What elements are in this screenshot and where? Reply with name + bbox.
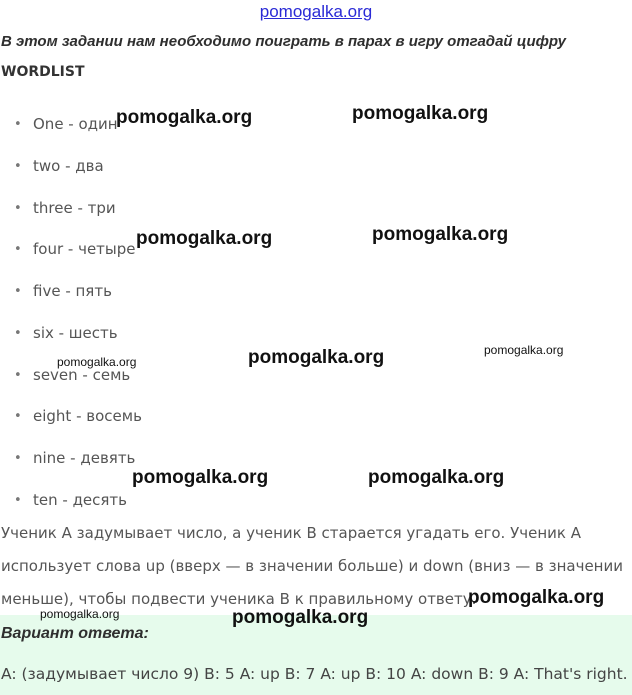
watermark: pomogalka.org — [232, 607, 369, 628]
watermark: pomogalka.org — [248, 347, 385, 368]
answer-text: A: (задумывает число 9) B: 5 A: up B: 7 A: up B: 10 A: down B: 9 A: That's right. — [1, 665, 628, 683]
list-item — [0, 188, 142, 230]
bullet-icon: • — [14, 200, 22, 216]
list-item — [0, 480, 142, 522]
bullet-icon: • — [14, 409, 22, 425]
word-pair: eight - восемь — [33, 407, 142, 426]
word-pair: seven - семь — [33, 365, 131, 384]
watermark: pomogalka.org — [40, 607, 120, 621]
word-pair: six - шесть — [33, 323, 118, 342]
list-item — [0, 313, 142, 355]
watermark: pomogalka.org — [132, 467, 269, 488]
list-item — [0, 229, 142, 271]
list-item — [0, 271, 142, 313]
answer-title: Вариант ответа: — [1, 625, 149, 642]
watermark: pomogalka.org — [57, 355, 137, 369]
paragraph-line: использует слова up (вверх — в значении больше) и down (вниз — в значении — [1, 557, 623, 575]
wordlist-title: WORDLIST — [1, 64, 85, 80]
bullet-icon: • — [14, 367, 22, 383]
task-intro: В этом задании нам необходимо поиграть в парах в игру отгадай цифру — [1, 33, 566, 50]
watermark: pomogalka.org — [372, 224, 509, 245]
word-list — [0, 104, 142, 522]
list-item — [0, 396, 142, 438]
paragraph-line: меньше), чтобы подвести ученика B к правильному ответу. — [1, 590, 477, 608]
word-pair: three - три — [33, 198, 116, 217]
word-pair: five - пять — [33, 282, 112, 300]
bullet-icon: • — [14, 242, 22, 258]
watermark: pomogalka.org — [484, 343, 564, 357]
paragraph-line: Ученик A задумывает число, а ученик B старается угадать его. Ученик A — [1, 524, 581, 542]
word-pair: two - два — [33, 156, 104, 175]
watermark: pomogalka.org — [368, 467, 505, 488]
word-pair: One - один — [33, 115, 118, 133]
watermark: pomogalka.org — [116, 107, 253, 128]
bullet-icon: • — [14, 492, 22, 508]
site-watermark-top: pomogalka.org — [259, 2, 373, 21]
bullet-icon: • — [14, 158, 22, 174]
watermark: pomogalka.org — [352, 103, 489, 124]
list-item — [0, 146, 142, 188]
bullet-icon: • — [14, 451, 22, 466]
word-pair: four - четыре — [33, 240, 136, 259]
bullet-icon: • — [14, 284, 22, 299]
bullet-icon: • — [14, 117, 22, 132]
watermark: pomogalka.org — [468, 587, 605, 608]
watermark: pomogalka.org — [136, 228, 273, 249]
list-item — [0, 438, 142, 480]
bullet-icon: • — [14, 325, 22, 341]
word-pair: nine - девять — [33, 449, 136, 467]
word-pair: ten - десять — [33, 490, 128, 509]
